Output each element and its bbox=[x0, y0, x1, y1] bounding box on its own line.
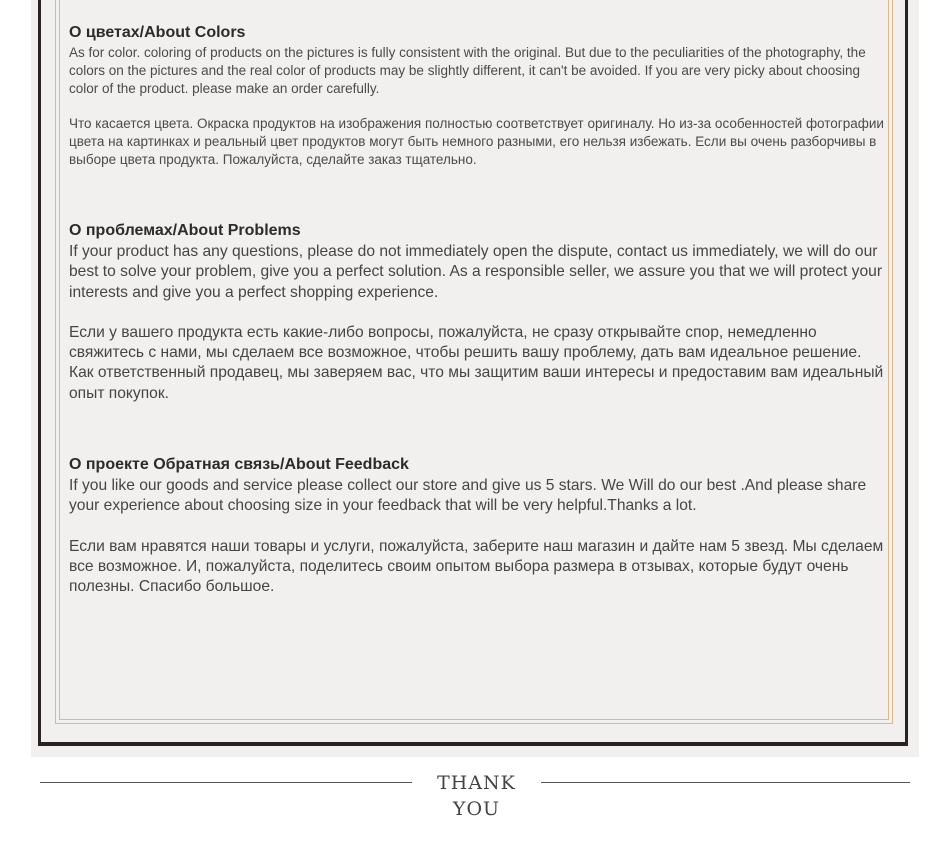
colors-heading: О цветах/About Colors bbox=[69, 24, 246, 41]
content bbox=[69, 22, 889, 598]
feedback-heading: О проекте Обратная связь/About Feedback bbox=[69, 456, 409, 474]
divider-right bbox=[541, 782, 910, 783]
problems-russian-text: Если у вашего продукта есть какие-либо вопросы, пожалуйста, не сразу открывайте спор, немедленно свяжитесь с нами, мы сделаем все возможное, чтобы решить вашу проблему, дать вам идеальное решение. Как ответственный продавец, мы заверяем вас, что мы защитим ваши интересы и предоставим вам идеальный опыт покупок. bbox=[69, 323, 884, 402]
thank-you-text: THANK YOU bbox=[437, 772, 516, 820]
feedback-english-text: If you like our goods and service please collect our store and give us 5 stars. We Will do our best .And please share your experience about choosing size in your feedback that will be very helpful.Thanks a lot. bbox=[69, 477, 867, 515]
colors-section bbox=[69, 22, 889, 169]
colors-russian-text: Что касается цвета. Окраска продуктов на изображения полностью соответствует оригиналу. Но из-за особенностей фотографии цвета на картинках и реальный цвет продуктов могут быть немного разными, его нельзя избежать. Если вы очень разборчивы в выборе цвета продукта. Пожалуйста, сделайте заказ тщательно. bbox=[69, 116, 884, 167]
problems-heading: О проблемах/About Problems bbox=[69, 222, 301, 239]
problems-english-text: If your product has any questions, please do not immediately open the dispute, contact us immediately, we will do our best to solve your problem, give you a perfect solution. As a responsible seller, we assure you that we will protect your interests and give you a perfect shopping experience. bbox=[69, 243, 883, 301]
problems-section bbox=[69, 220, 889, 404]
thank-you-footer bbox=[40, 770, 910, 820]
colors-english-text: As for color. coloring of products on the pictures is fully consistent with the original. But due to the peculiarities of the photography, the colors on the pictures and the real color of products may be slightly different, it can't be avoided. If you are very picky about choosing color of the product. please make an order carefully. bbox=[69, 45, 866, 96]
divider-left bbox=[40, 782, 412, 783]
feedback-russian-text: Если вам нравятся наши товары и услуги, пожалуйста, заберите наш магазин и дайте нам 5 звезд. Мы сделаем все возможное. И, пожалуйста, поделитесь своим опытом выбора размера в отзывах, которые будут очень полезны. Спасибо большое. bbox=[69, 537, 884, 596]
feedback-section bbox=[69, 454, 889, 597]
